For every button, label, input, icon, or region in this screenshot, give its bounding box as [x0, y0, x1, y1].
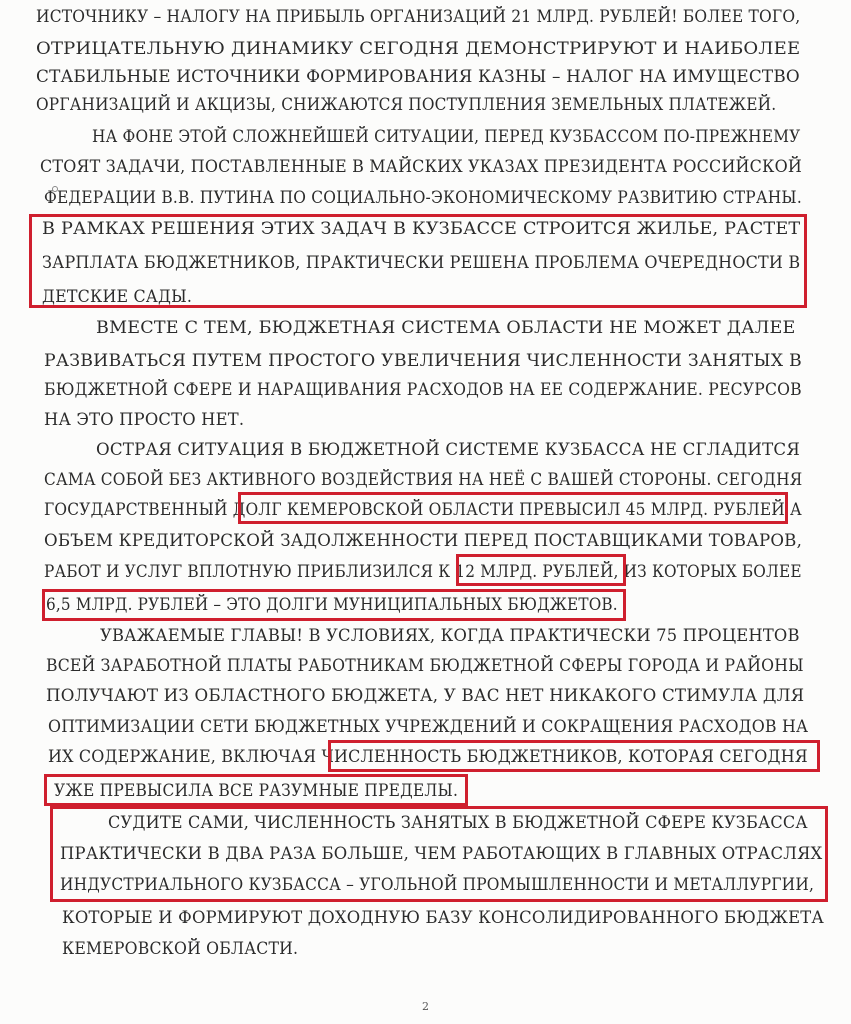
text-line: НА ФОНЕ ЭТОЙ СЛОЖНЕЙШЕЙ СИТУАЦИИ, ПЕРЕД КУЗБАССОМ ПО-ПРЕЖНЕМУ [92, 127, 801, 146]
text-line: ИСТОЧНИКУ – НАЛОГУ НА ПРИБЫЛЬ ОРГАНИЗАЦИЙ 21 МЛРД. РУБЛЕЙ! БОЛЕЕ ТОГО, [36, 7, 801, 26]
text-line: ОБЪЕМ КРЕДИТОРСКОЙ ЗАДОЛЖЕННОСТИ ПЕРЕД ПОСТАВЩИКАМИ ТОВАРОВ, [44, 531, 803, 550]
text-line: ОСТРАЯ СИТУАЦИЯ В БЮДЖЕТНОЙ СИСТЕМЕ КУЗБАССА НЕ СГЛАДИТСЯ [96, 440, 800, 459]
text-line: ОПТИМИЗАЦИИ СЕТИ БЮДЖЕТНЫХ УЧРЕЖДЕНИЙ И СОКРАЩЕНИЯ РАСХОДОВ НА [48, 717, 809, 736]
text-line: ПОЛУЧАЮТ ИЗ ОБЛАСТНОГО БЮДЖЕТА, У ВАС НЕТ НИКАКОГО СТИМУЛА ДЛЯ [46, 686, 805, 705]
text-line: ЗАРПЛАТА БЮДЖЕТНИКОВ, ПРАКТИЧЕСКИ РЕШЕНА ПРОБЛЕМА ОЧЕРЕДНОСТИ В [42, 253, 801, 272]
text-line: САМА СОБОЙ БЕЗ АКТИВНОГО ВОЗДЕЙСТВИЯ НА НЕЁ С ВАШЕЙ СТОРОНЫ. СЕГОДНЯ [44, 470, 803, 489]
text-line: УВАЖАЕМЫЕ ГЛАВЫ! В УСЛОВИЯХ, КОГДА ПРАКТИЧЕСКИ 75 ПРОЦЕНТОВ [100, 626, 800, 645]
text-line: ОТРИЦАТЕЛЬНУЮ ДИНАМИКУ СЕГОДНЯ ДЕМОНСТРИРУЮТ И НАИБОЛЕЕ [36, 39, 801, 58]
text-line: ОРГАНИЗАЦИЙ И АКЦИЗЫ, СНИЖАЮТСЯ ПОСТУПЛЕНИЯ ЗЕМЕЛЬНЫХ ПЛАТЕЖЕЙ. [36, 95, 777, 114]
text-line: БЮДЖЕТНОЙ СФЕРЕ И НАРАЩИВАНИЯ РАСХОДОВ НА ЕЕ СОДЕРЖАНИЕ. РЕСУРСОВ [44, 380, 802, 399]
text-line: СТОЯТ ЗАДАЧИ, ПОСТАВЛЕННЫЕ В МАЙСКИХ УКАЗАХ ПРЕЗИДЕНТА РОССИЙСКОЙ [40, 157, 802, 176]
text-line: ДЕТСКИЕ САДЫ. [42, 287, 193, 306]
text-line: ВМЕСТЕ С ТЕМ, БЮДЖЕТНАЯ СИСТЕМА ОБЛАСТИ НЕ МОЖЕТ ДАЛЕЕ [96, 318, 796, 337]
text-line: ФЕДЕРАЦИИ В.В. ПУТИНА ПО СОЦИАЛЬНО-ЭКОНОМИЧЕСКОМУ РАЗВИТИЮ СТРАНЫ. [44, 188, 802, 207]
text-line: СУДИТЕ САМИ, ЧИСЛЕННОСТЬ ЗАНЯТЫХ В БЮДЖЕТНОЙ СФЕРЕ КУЗБАССА [108, 813, 808, 832]
text-line: КОТОРЫЕ И ФОРМИРУЮТ ДОХОДНУЮ БАЗУ КОНСОЛИДИРОВАННОГО БЮДЖЕТА [62, 908, 824, 927]
text-line: РАЗВИВАТЬСЯ ПУТЕМ ПРОСТОГО УВЕЛИЧЕНИЯ ЧИСЛЕННОСТИ ЗАНЯТЫХ В [44, 351, 802, 370]
text-line: ПРАКТИЧЕСКИ В ДВА РАЗА БОЛЬШЕ, ЧЕМ РАБОТАЮЩИХ В ГЛАВНЫХ ОТРАСЛЯХ [60, 844, 823, 863]
page-number: 2 [422, 1000, 429, 1013]
text-line: УЖЕ ПРЕВЫСИЛА ВСЕ РАЗУМНЫЕ ПРЕДЕЛЫ. [54, 781, 459, 800]
text-line: 6,5 МЛРД. РУБЛЕЙ – ЭТО ДОЛГИ МУНИЦИПАЛЬНЫХ БЮДЖЕТОВ. [46, 595, 618, 614]
text-line: СТАБИЛЬНЫЕ ИСТОЧНИКИ ФОРМИРОВАНИЯ КАЗНЫ – НАЛОГ НА ИМУЩЕСТВО [36, 67, 800, 86]
text-line: ИНДУСТРИАЛЬНОГО КУЗБАССА – УГОЛЬНОЙ ПРОМЫШЛЕННОСТИ И МЕТАЛЛУРГИИ, [60, 875, 815, 894]
text-line: ГОСУДАРСТВЕННЫЙ ДОЛГ КЕМЕРОВСКОЙ ОБЛАСТИ ПРЕВЫСИЛ 45 МЛРД. РУБЛЕЙ А [44, 500, 802, 519]
text-line: ИХ СОДЕРЖАНИЕ, ВКЛЮЧАЯ ЧИСЛЕННОСТЬ БЮДЖЕТНИКОВ, КОТОРАЯ СЕГОДНЯ [48, 747, 808, 766]
text-line: ВСЕЙ ЗАРАБОТНОЙ ПЛАТЫ РАБОТНИКАМ БЮДЖЕТНОЙ СФЕРЫ ГОРОДА И РАЙОНЫ [46, 656, 804, 675]
text-line: КЕМЕРОВСКОЙ ОБЛАСТИ. [62, 939, 299, 958]
text-line: РАБОТ И УСЛУГ ВПЛОТНУЮ ПРИБЛИЗИЛСЯ К 12 МЛРД. РУБЛЕЙ, ИЗ КОТОРЫХ БОЛЕЕ [44, 562, 802, 581]
text-line: В РАМКАХ РЕШЕНИЯ ЭТИХ ЗАДАЧ В КУЗБАССЕ СТРОИТСЯ ЖИЛЬЕ, РАСТЕТ [42, 219, 801, 238]
scan-speck [52, 186, 58, 192]
text-line: НА ЭТО ПРОСТО НЕТ. [44, 410, 245, 429]
